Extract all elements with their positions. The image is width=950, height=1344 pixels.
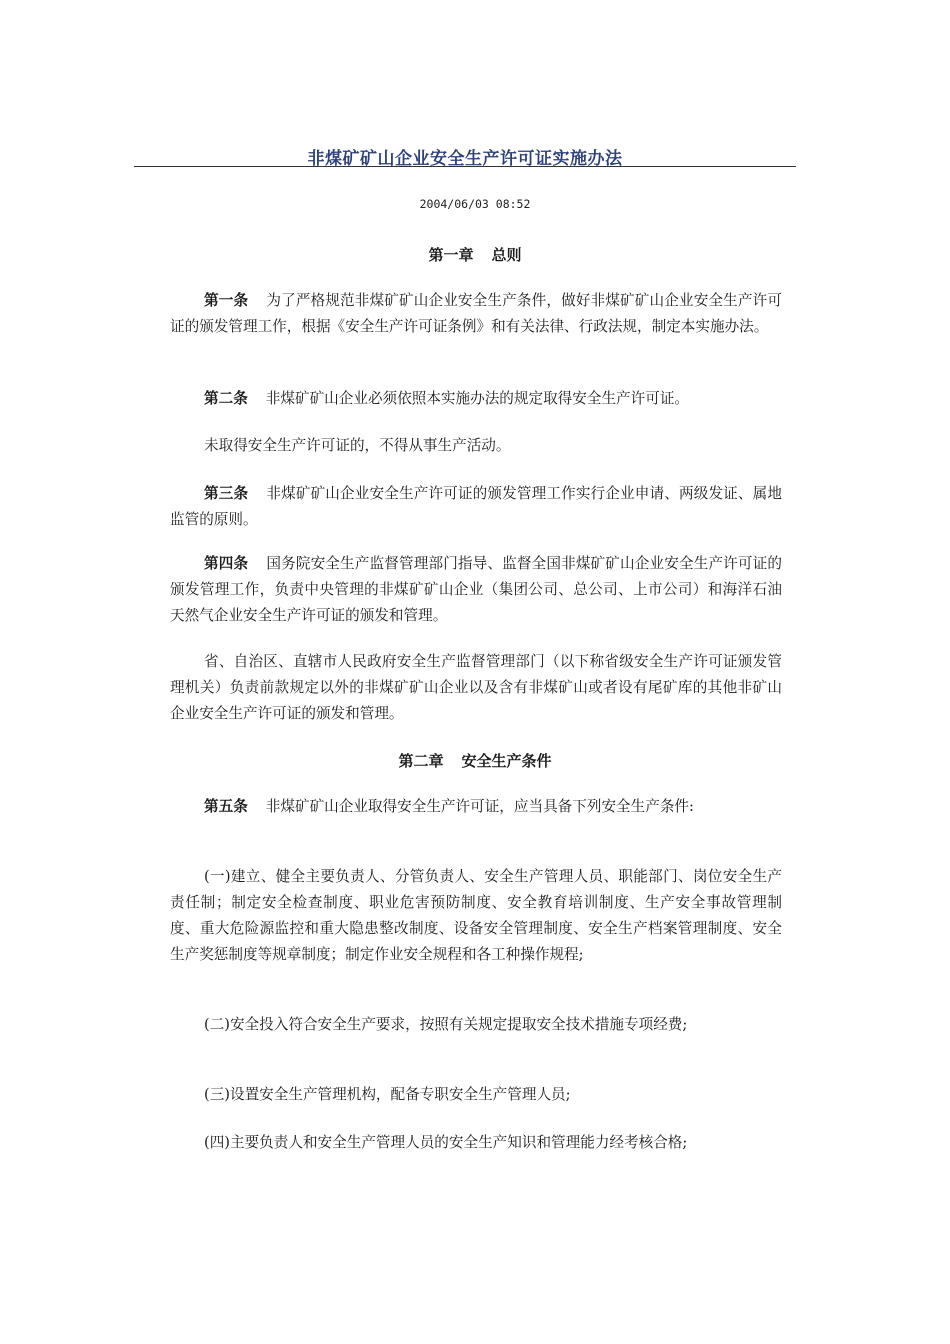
chapter-number: 第一章	[428, 246, 474, 264]
chapter-name: 安全生产条件	[461, 752, 552, 770]
title-divider	[134, 166, 796, 167]
body-paragraph	[170, 649, 782, 727]
article-text: 为了严格规范非煤矿矿山企业安全生产条件，做好非煤矿矿山企业安全生产许可证的颁发管理工作，根据《安全生产许可证条例》和有关法律、行政法规，制定本实施办法。	[170, 292, 782, 335]
list-item	[170, 1012, 782, 1038]
article-text: 非煤矿矿山企业必须依照本实施办法的规定取得安全生产许可证。	[265, 390, 690, 407]
list-item-text: (二)安全投入符合安全生产要求，按照有关规定提取安全技术措施专项经费;	[204, 1016, 688, 1033]
article-paragraph	[170, 481, 782, 533]
chapter-heading	[0, 244, 950, 265]
chapter-name: 总则	[491, 246, 522, 264]
article-paragraph	[170, 288, 782, 340]
list-item-text: (一)建立、健全主要负责人、分管负责人、安全生产管理人员、职能部门、岗位安全生产责任制；制定安全检查制度、职业危害预防制度、安全教育培训制度、生产安全事故管理制度、重大危险源监控和重大隐患整改制度、设备安全管理制度、安全生产档案管理制度、安全生产奖惩制度等规章制度；制定作业安全规程和各工种操作规程;	[170, 868, 782, 963]
paragraph-text: 省、自治区、直辖市人民政府安全生产监督管理部门（以下称省级安全生产许可证颁发管理机关）负责前款规定以外的非煤矿矿山企业以及含有非煤矿山或者设有尾矿库的其他非矿山企业安全生产许可证的颁发和管理。	[170, 653, 782, 722]
list-item	[170, 864, 782, 968]
article-number: 第四条	[204, 555, 249, 572]
article-text: 非煤矿矿山企业安全生产许可证的颁发管理工作实行企业申请、两级发证、属地监管的原则。	[170, 485, 782, 528]
article-number: 第二条	[204, 390, 248, 407]
article-number: 第五条	[204, 798, 248, 815]
paragraph-text: 未取得安全生产许可证的，不得从事生产活动。	[204, 437, 511, 454]
list-item-text: (三)设置安全生产管理机构，配备专职安全生产管理人员;	[204, 1086, 571, 1103]
list-item	[170, 1082, 782, 1108]
list-item-text: (四)主要负责人和安全生产管理人员的安全生产知识和管理能力经考核合格;	[204, 1134, 688, 1151]
list-item	[170, 1130, 782, 1156]
article-text: 非煤矿矿山企业取得安全生产许可证，应当具备下列安全生产条件:	[265, 798, 694, 815]
body-paragraph	[170, 433, 782, 459]
article-number: 第一条	[204, 292, 249, 309]
article-paragraph	[170, 794, 782, 820]
document-title: 非煤矿矿山企业安全生产许可证实施办法	[307, 149, 623, 169]
chapter-heading	[0, 750, 950, 771]
article-text: 国务院安全生产监督管理部门指导、监督全国非煤矿矿山企业安全生产许可证的颁发管理工作，负责中央管理的非煤矿矿山企业（集团公司、总公司、上市公司）和海洋石油天然气企业安全生产许可证的颁发和管理。	[170, 555, 782, 624]
article-number: 第三条	[204, 485, 249, 502]
publish-date: 2004/06/03 08:52	[419, 197, 531, 211]
chapter-number: 第二章	[398, 752, 444, 770]
article-paragraph	[170, 386, 782, 412]
article-paragraph	[170, 551, 782, 629]
